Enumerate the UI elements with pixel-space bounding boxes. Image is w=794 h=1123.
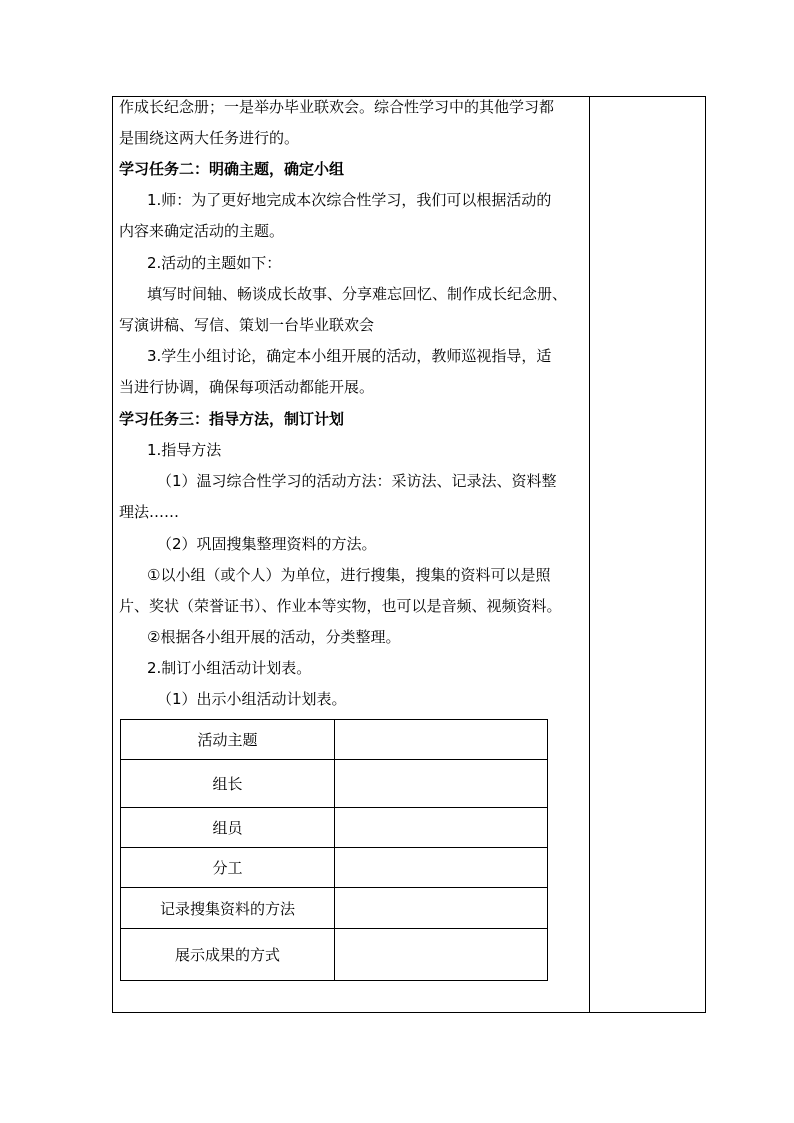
text-line: 1.师：为了更好地完成本次综合性学习，我们可以根据活动的 — [147, 191, 552, 209]
plan-value-display — [335, 929, 548, 981]
text-line: 是围绕这两大任务进行的。 — [119, 129, 300, 147]
text-line: 2.活动的主题如下： — [147, 254, 282, 272]
text-line: （2）巩固搜集整理资料的方法。 — [157, 535, 377, 553]
text-line: 1.指导方法 — [147, 441, 222, 459]
table-row — [121, 720, 548, 760]
plan-value-theme — [335, 720, 548, 760]
table-row — [121, 848, 548, 888]
text-line: 内容来确定活动的主题。 — [119, 222, 285, 240]
text-line: ②根据各小组开展的活动，分类整理。 — [147, 628, 401, 646]
plan-value-division — [335, 848, 548, 888]
table-row — [121, 929, 548, 981]
text-line: 填写时间轴、畅谈成长故事、分享难忘回忆、制作成长纪念册、 — [147, 285, 568, 303]
plan-label-display: 展示成果的方式 — [121, 929, 335, 981]
table-row — [121, 760, 548, 808]
section-heading: 学习任务三：指导方法，制订计划 — [119, 410, 345, 428]
plan-label-theme: 活动主题 — [121, 720, 335, 760]
plan-value-method — [335, 888, 548, 929]
plan-label-division: 分工 — [121, 848, 335, 888]
plan-value-members — [335, 808, 548, 848]
group-activity-plan-table — [120, 719, 548, 981]
text-line: 当进行协调，确保每项活动都能开展。 — [119, 378, 375, 396]
plan-value-leader — [335, 760, 548, 808]
table-row — [121, 888, 548, 929]
text-line: 2.制订小组活动计划表。 — [147, 659, 312, 677]
section-heading: 学习任务二：明确主题，确定小组 — [119, 160, 345, 178]
text-line: ①以小组（或个人）为单位，进行搜集，搜集的资料可以是照 — [147, 566, 551, 584]
text-line: 3.学生小组讨论，确定本小组开展的活动，教师巡视指导，适 — [147, 347, 552, 365]
text-line: 作成长纪念册；一是举办毕业联欢会。综合性学习中的其他学习都 — [119, 98, 555, 116]
text-line: 片、奖状（荣誉证书）、作业本等实物，也可以是音频、视频资料。 — [119, 597, 562, 615]
text-line: （1）出示小组活动计划表。 — [157, 690, 347, 708]
plan-label-leader: 组长 — [121, 760, 335, 808]
column-divider — [589, 96, 590, 1013]
text-line: 理法…… — [119, 503, 180, 521]
text-line: （1）温习综合性学习的活动方法：采访法、记录法、资料整 — [157, 472, 557, 490]
plan-label-method: 记录搜集资料的方法 — [121, 888, 335, 929]
text-line: 写演讲稿、写信、策划一台毕业联欢会 — [119, 316, 375, 334]
plan-label-members: 组员 — [121, 808, 335, 848]
table-row — [121, 808, 548, 848]
